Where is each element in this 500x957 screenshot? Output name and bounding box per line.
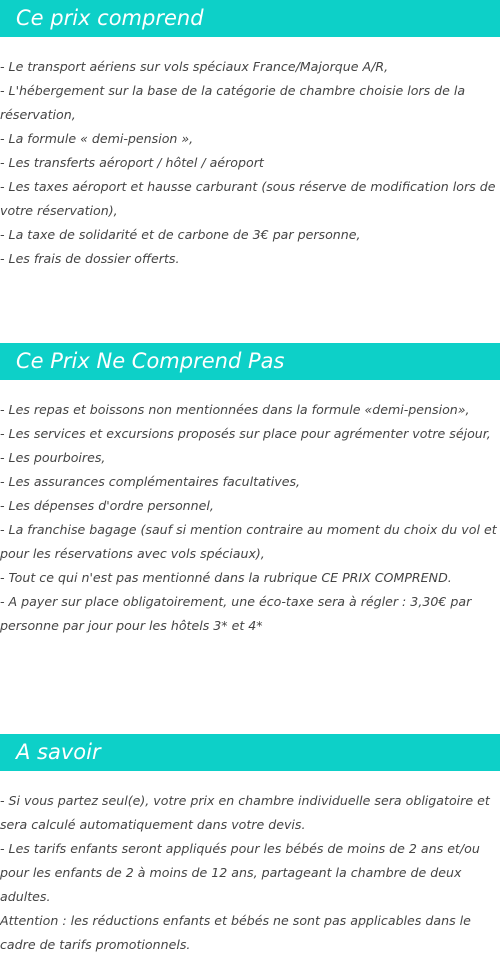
list-item: - La franchise bagage (sauf si mention contraire au moment du choix du vol et pour les réservations avec vols spéciaux), <box>0 522 497 561</box>
list-item: Attention : les réductions enfants et bébés ne sont pas applicables dans le cadre de tarifs promotionnels. <box>0 913 471 952</box>
section-price-excludes <box>0 343 500 638</box>
list-item: - Tout ce qui n'est pas mentionné dans la rubrique CE PRIX COMPREND. <box>0 570 452 585</box>
exclusions-list <box>0 398 500 638</box>
list-item: - Les services et excursions proposés sur place pour agrémenter votre séjour, <box>0 426 491 441</box>
section-good-to-know <box>0 734 500 957</box>
list-item: - Les frais de dossier offerts. <box>0 251 180 266</box>
list-item: - Les taxes aéroport et hausse carburant (sous réserve de modification lors de votre réservation), <box>0 179 496 218</box>
list-item: - Les pourboires, <box>0 450 106 465</box>
list-item: - Les dépenses d'ordre personnel, <box>0 498 214 513</box>
list-item: - Les assurances complémentaires facultatives, <box>0 474 301 489</box>
list-item: - Les repas et boissons non mentionnées dans la formule «demi-pension», <box>0 402 470 417</box>
section-price-includes <box>0 0 500 271</box>
list-item: - Si vous partez seul(e), votre prix en chambre individuelle sera obligatoire et sera calculé automatiquement dans votre devis. <box>0 793 490 832</box>
section-title: Ce Prix Ne Comprend Pas <box>0 343 500 380</box>
list-item: - Les transferts aéroport / hôtel / aéroport <box>0 155 264 170</box>
list-item: - La taxe de solidarité et de carbone de 3€ par personne, <box>0 227 361 242</box>
list-item: - La formule « demi-pension », <box>0 131 194 146</box>
list-item: - Le transport aériens sur vols spéciaux France/Majorque A/R, <box>0 59 389 74</box>
inclusions-list <box>0 55 500 271</box>
list-item: - Les tarifs enfants seront appliqués pour les bébés de moins de 2 ans et/ou pour les enfants de 2 à moins de 12 ans, partageant la chambre de deux adultes. <box>0 841 480 904</box>
section-title: A savoir <box>0 734 500 771</box>
section-title: Ce prix comprend <box>0 0 500 37</box>
list-item: - L'hébergement sur la base de la catégorie de chambre choisie lors de la réservation, <box>0 83 466 122</box>
list-item: - A payer sur place obligatoirement, une éco-taxe sera à régler : 3,30€ par personne par jour pour les hôtels 3* et 4* <box>0 594 472 633</box>
info-list <box>0 789 500 957</box>
